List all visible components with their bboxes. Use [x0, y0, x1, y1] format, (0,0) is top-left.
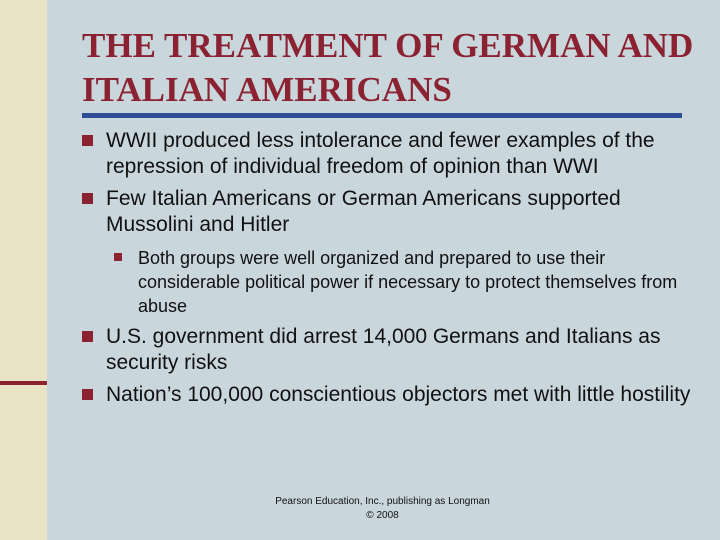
bullet-text: U.S. government did arrest 14,000 Germans and Italians as security risks	[106, 325, 661, 374]
left-accent-stripe	[0, 381, 47, 385]
sub-bullet-item	[114, 246, 692, 318]
square-bullet-icon	[82, 331, 93, 342]
bullet-text: Few Italian Americans or German Americans supported Mussolini and Hitler	[106, 187, 621, 236]
square-bullet-icon	[82, 389, 93, 400]
bullet-text: Nation’s 100,000 conscientious objectors met with little hostility	[106, 383, 691, 406]
copyright-notice: © 2008	[366, 510, 399, 521]
left-decorative-bar	[0, 0, 47, 540]
square-bullet-icon	[82, 193, 93, 204]
bullet-item	[82, 324, 692, 376]
square-bullet-icon	[114, 253, 122, 261]
slide-footer	[270, 495, 495, 523]
slide-content	[82, 128, 692, 414]
publisher-credit: Pearson Education, Inc., publishing as Longman	[275, 496, 490, 507]
square-bullet-icon	[82, 135, 93, 146]
sub-bullet-text: Both groups were well organized and prepared to use their considerable political power if necessary to protect themselves from abuse	[138, 248, 678, 316]
bullet-item	[82, 128, 692, 180]
bullet-item	[82, 382, 692, 408]
slide-title: THE TREATMENT OF GERMAN AND ITALIAN AMERICANS	[82, 26, 694, 109]
title-underline	[82, 113, 682, 118]
bullet-item	[82, 186, 692, 238]
bullet-text: WWII produced less intolerance and fewer examples of the repression of individual freedom of opinion than WWI	[106, 129, 655, 178]
